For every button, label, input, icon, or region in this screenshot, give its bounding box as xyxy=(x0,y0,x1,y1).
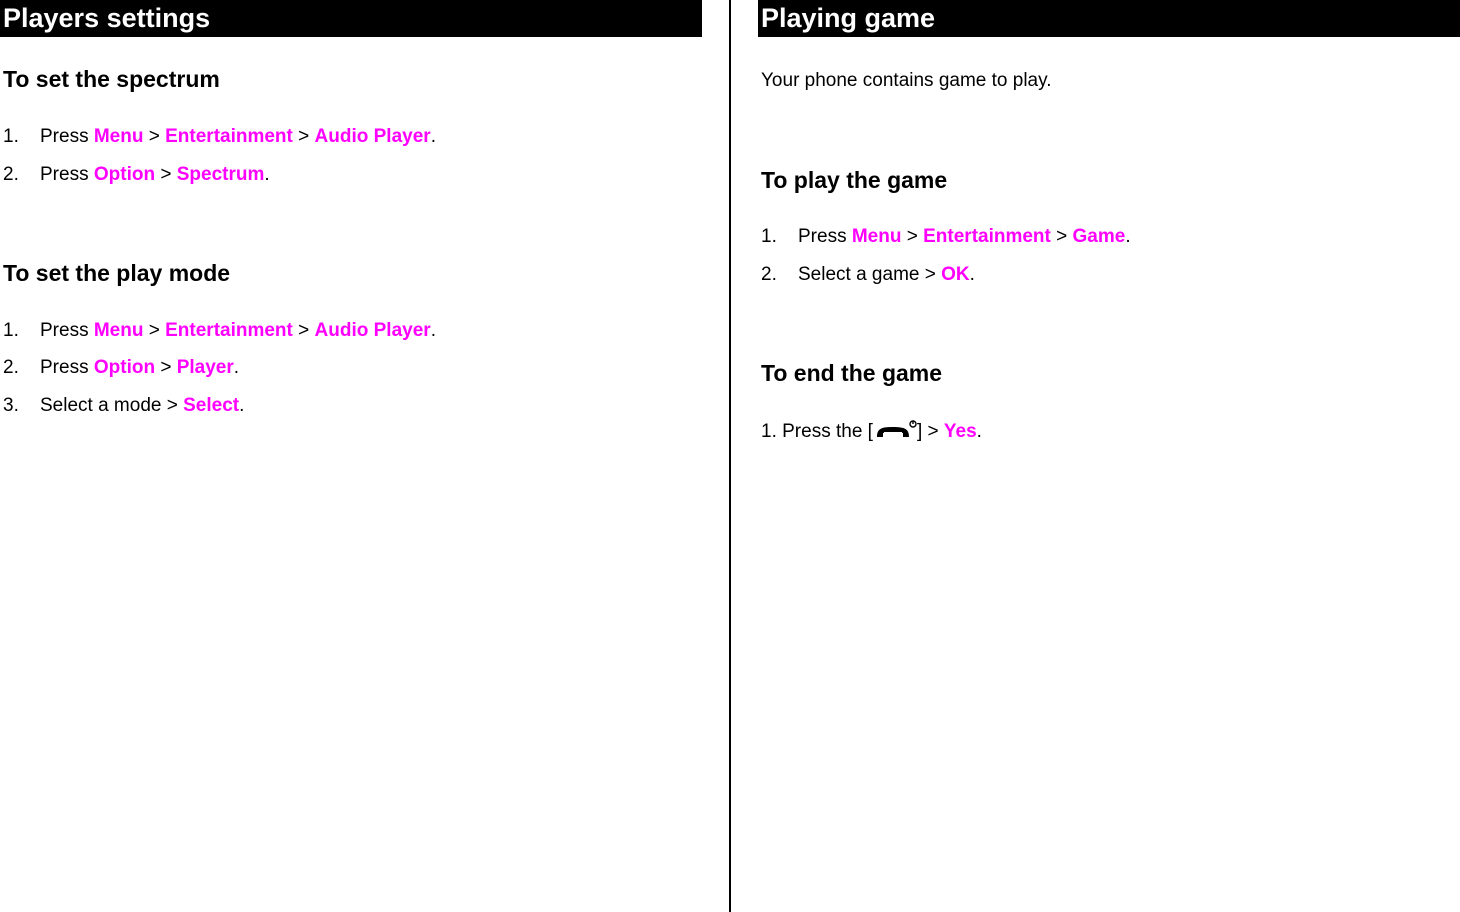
spectrum-section-title: To set the spectrum xyxy=(3,66,220,92)
separator: > xyxy=(901,226,924,247)
spectrum-step-1 xyxy=(3,125,436,149)
step-text: Press xyxy=(40,126,94,147)
ok-keyword: OK xyxy=(941,264,970,285)
audio-player-keyword: Audio Player xyxy=(314,320,431,341)
play-section-title: To play the game xyxy=(761,167,948,193)
step-text: Press xyxy=(40,164,94,185)
separator: > xyxy=(292,126,315,147)
period: . xyxy=(976,421,982,442)
playmode-section-title: To set the play mode xyxy=(3,260,231,286)
period: . xyxy=(969,264,975,285)
step-text: Select a mode > xyxy=(40,395,184,416)
separator: > xyxy=(292,320,315,341)
right-page xyxy=(758,0,1460,912)
separator: > xyxy=(155,357,177,378)
end-step-1 xyxy=(761,419,982,444)
entertainment-keyword: Entertainment xyxy=(165,126,293,147)
step-number: 2. xyxy=(3,357,19,378)
audio-player-keyword: Audio Player xyxy=(314,126,431,147)
end-call-key-icon xyxy=(873,419,917,441)
step-text: 1. Press the [ xyxy=(761,421,873,442)
step-number: 3. xyxy=(3,395,19,416)
spectrum-keyword: Spectrum xyxy=(176,164,265,185)
step-number: 2. xyxy=(761,264,777,285)
play-step-1 xyxy=(761,225,1131,249)
menu-keyword: Menu xyxy=(93,320,144,341)
option-keyword: Option xyxy=(93,357,156,378)
period: . xyxy=(1125,226,1131,247)
entertainment-keyword: Entertainment xyxy=(923,226,1051,247)
step-text: Press xyxy=(40,357,94,378)
left-page xyxy=(0,0,702,912)
step-number: 1. xyxy=(761,226,777,247)
intro-text: Your phone contains game to play. xyxy=(761,70,1052,91)
playmode-step-3 xyxy=(3,394,244,418)
entertainment-keyword: Entertainment xyxy=(165,320,293,341)
separator: > xyxy=(1050,226,1073,247)
option-keyword: Option xyxy=(93,164,156,185)
period: . xyxy=(430,126,436,147)
end-section-title: To end the game xyxy=(761,360,943,386)
menu-keyword: Menu xyxy=(851,226,902,247)
playmode-step-2 xyxy=(3,356,239,380)
period: . xyxy=(239,395,245,416)
step-text: Press xyxy=(40,320,94,341)
step-text: Press xyxy=(798,226,852,247)
yes-keyword: Yes xyxy=(943,421,977,442)
left-page-header: Players settings xyxy=(0,0,702,37)
play-step-2 xyxy=(761,263,975,287)
separator: > xyxy=(143,126,166,147)
game-keyword: Game xyxy=(1072,226,1126,247)
period: . xyxy=(233,357,240,378)
spectrum-step-2 xyxy=(3,163,270,187)
right-page-header: Playing game xyxy=(758,0,1460,37)
step-number: 1. xyxy=(3,126,19,147)
step-text: Select a game > xyxy=(798,264,942,285)
player-keyword: Player xyxy=(176,357,234,378)
playmode-step-1 xyxy=(3,319,436,343)
separator: > xyxy=(155,164,177,185)
page-divider xyxy=(729,0,731,912)
select-keyword: Select xyxy=(183,395,240,416)
menu-keyword: Menu xyxy=(93,126,144,147)
separator: > xyxy=(143,320,166,341)
separator: ] > xyxy=(916,421,944,442)
step-number: 2. xyxy=(3,164,19,185)
period: . xyxy=(430,320,436,341)
period: . xyxy=(264,164,270,185)
step-number: 1. xyxy=(3,320,19,341)
